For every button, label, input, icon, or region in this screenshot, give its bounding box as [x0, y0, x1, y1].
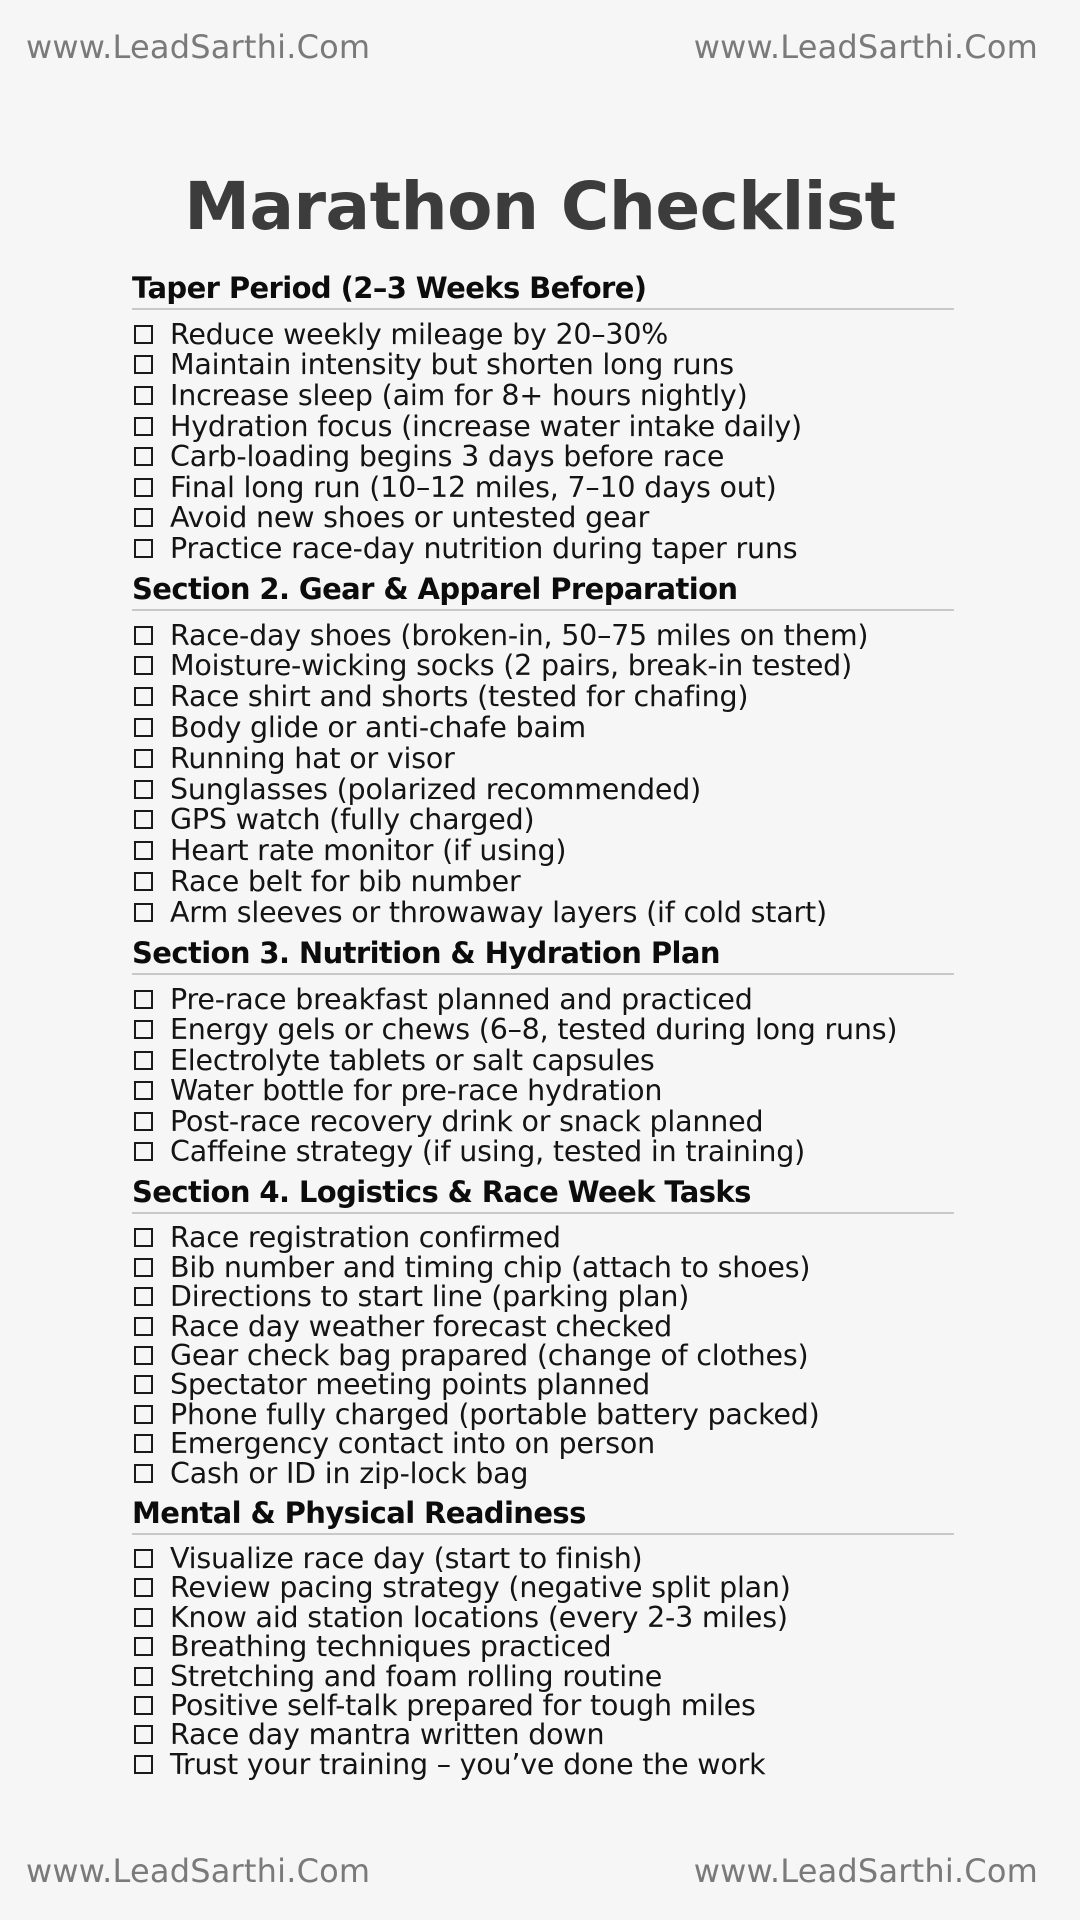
checklist-item — [132, 1106, 954, 1137]
empty-checkbox-icon[interactable] — [134, 1346, 153, 1365]
checklist-item — [132, 1544, 954, 1573]
empty-checkbox-icon[interactable] — [134, 687, 153, 706]
checklist-item — [132, 681, 954, 712]
checklist-item — [132, 835, 954, 866]
checklist-item — [132, 380, 954, 411]
empty-checkbox-icon[interactable] — [134, 478, 153, 497]
empty-checkbox-icon[interactable] — [134, 1405, 153, 1424]
empty-checkbox-icon[interactable] — [134, 417, 153, 436]
checklist-item-label: Arm sleeves or throwaway layers (if cold start) — [170, 895, 827, 929]
empty-checkbox-icon[interactable] — [134, 1228, 153, 1247]
section-heading: Section 2. Gear & Apparel Preparation — [132, 571, 954, 611]
checklist — [132, 319, 954, 564]
checklist-item-label: Carb-loading begins 3 days before race — [170, 440, 725, 474]
checklist-item — [132, 984, 954, 1015]
empty-checkbox-icon[interactable] — [134, 1020, 153, 1039]
empty-checkbox-icon[interactable] — [134, 1725, 153, 1744]
checklist-item — [132, 712, 954, 743]
empty-checkbox-icon[interactable] — [134, 1317, 153, 1336]
empty-checkbox-icon[interactable] — [134, 1755, 153, 1774]
checklist-item-label: Body glide or anti-chafe baim — [170, 711, 586, 745]
checklist-item-label: Gear check bag prapared (change of clothes) — [170, 1339, 809, 1373]
checklist-item-label: Increase sleep (aim for 8+ hours nightly) — [170, 378, 748, 412]
empty-checkbox-icon[interactable] — [134, 1637, 153, 1656]
empty-checkbox-icon[interactable] — [134, 872, 153, 891]
empty-checkbox-icon[interactable] — [134, 626, 153, 645]
empty-checkbox-icon[interactable] — [134, 1142, 153, 1161]
checklist-content — [132, 270, 954, 1786]
checklist-item — [132, 1250, 954, 1284]
empty-checkbox-icon[interactable] — [134, 1112, 153, 1131]
watermark-top-right: www.LeadSarthi.Com — [693, 28, 1038, 66]
empty-checkbox-icon[interactable] — [134, 903, 153, 922]
checklist-item — [132, 897, 954, 928]
page-title: Marathon Checklist — [184, 168, 896, 245]
empty-checkbox-icon[interactable] — [134, 1696, 153, 1715]
empty-checkbox-icon[interactable] — [134, 1549, 153, 1568]
checklist-item-label: Final long run (10–12 miles, 7–10 days out) — [170, 470, 777, 504]
checklist-item — [132, 319, 954, 350]
empty-checkbox-icon[interactable] — [134, 1051, 153, 1070]
empty-checkbox-icon[interactable] — [134, 810, 153, 829]
checklist-item — [132, 1630, 954, 1664]
empty-checkbox-icon[interactable] — [134, 1578, 153, 1597]
empty-checkbox-icon[interactable] — [134, 325, 153, 344]
checklist-item-label: Pre-race breakfast planned and practiced — [170, 982, 753, 1016]
checklist-item — [132, 743, 954, 774]
section-heading: Taper Period (2–3 Weeks Before) — [132, 270, 954, 310]
watermark-bottom-right: www.LeadSarthi.Com — [693, 1852, 1038, 1890]
empty-checkbox-icon[interactable] — [134, 1287, 153, 1306]
empty-checkbox-icon[interactable] — [134, 1258, 153, 1277]
checklist-item — [132, 1571, 954, 1605]
checklist-item-label: Cash or ID in zip-lock bag — [170, 1456, 529, 1490]
checklist-item-label: Stretching and foam rolling routine — [170, 1659, 663, 1693]
checklist-item — [132, 774, 954, 805]
checklist-item — [132, 1397, 954, 1431]
checklist-item — [132, 503, 954, 534]
checklist-item — [132, 472, 954, 503]
empty-checkbox-icon[interactable] — [134, 990, 153, 1009]
checklist-item-label: Heart rate monitor (if using) — [170, 834, 567, 868]
checklist-item — [132, 1045, 954, 1076]
checklist-item-label: Race day weather forecast checked — [170, 1309, 673, 1343]
checklist-item-label: Electrolyte tablets or salt capsules — [170, 1043, 655, 1077]
checklist-item-label: GPS watch (fully charged) — [170, 803, 535, 837]
checklist-item-label: Race registration confirmed — [170, 1221, 561, 1255]
checklist-item — [132, 805, 954, 836]
section-heading: Mental & Physical Readiness — [132, 1495, 954, 1535]
checklist-item — [132, 1280, 954, 1314]
checklist-item-label: Review pacing strategy (negative split plan) — [170, 1571, 791, 1605]
checklist-item — [132, 866, 954, 897]
empty-checkbox-icon[interactable] — [134, 508, 153, 527]
checklist-item — [132, 350, 954, 381]
checklist-item — [132, 651, 954, 682]
checklist — [132, 620, 954, 928]
checklist-item-label: Maintain intensity but shorten long runs — [170, 348, 734, 382]
checklist-item — [132, 1137, 954, 1168]
empty-checkbox-icon[interactable] — [134, 1667, 153, 1686]
checklist-item-label: Race day mantra written down — [170, 1718, 605, 1752]
checklist-item-label: Hydration focus (increase water intake daily) — [170, 409, 802, 443]
checklist-item — [132, 620, 954, 651]
checklist-item — [132, 1368, 954, 1402]
section-mental-physical-readiness — [132, 1495, 954, 1779]
checklist-item — [132, 411, 954, 442]
checklist — [132, 1544, 954, 1779]
checklist-item — [132, 1076, 954, 1107]
checklist-item-label: Positive self-talk prepared for tough miles — [170, 1688, 756, 1722]
empty-checkbox-icon[interactable] — [134, 447, 153, 466]
empty-checkbox-icon[interactable] — [134, 780, 153, 799]
section-gear-apparel — [132, 571, 954, 928]
checklist — [132, 1223, 954, 1488]
empty-checkbox-icon[interactable] — [134, 841, 153, 860]
checklist-item-label: Avoid new shoes or untested gear — [170, 501, 650, 535]
checklist-item-label: Race shirt and shorts (tested for chafing) — [170, 680, 749, 714]
empty-checkbox-icon[interactable] — [134, 1081, 153, 1100]
empty-checkbox-icon[interactable] — [134, 386, 153, 405]
checklist-item-label: Breathing techniques practiced — [170, 1630, 612, 1664]
empty-checkbox-icon[interactable] — [134, 1375, 153, 1394]
checklist-item-label: Moisture-wicking socks (2 pairs, break-in tested) — [170, 649, 852, 683]
checklist-item-label: Practice race-day nutrition during taper runs — [170, 531, 798, 565]
checklist-item-label: Water bottle for pre-race hydration — [170, 1074, 663, 1108]
section-taper-period — [132, 270, 954, 564]
checklist-item — [132, 1747, 954, 1781]
checklist-item-label: Phone fully charged (portable battery packed) — [170, 1397, 820, 1431]
checklist-item-label: Running hat or visor — [170, 741, 455, 775]
checklist-item — [132, 1688, 954, 1722]
checklist-item-label: Emergency contact into on person — [170, 1427, 656, 1461]
checklist-item-label: Spectator meeting points planned — [170, 1368, 650, 1402]
checklist-item — [132, 533, 954, 564]
empty-checkbox-icon[interactable] — [134, 355, 153, 374]
checklist-item-label: Directions to start line (parking plan) — [170, 1280, 690, 1314]
checklist-item-label: Caffeine strategy (if using, tested in training) — [170, 1135, 806, 1169]
empty-checkbox-icon[interactable] — [134, 1464, 153, 1483]
section-heading: Section 3. Nutrition & Hydration Plan — [132, 935, 954, 975]
checklist-item-label: Post-race recovery drink or snack planned — [170, 1104, 764, 1138]
checklist-item — [132, 1309, 954, 1343]
checklist-item-label: Sunglasses (polarized recommended) — [170, 772, 702, 806]
empty-checkbox-icon[interactable] — [134, 749, 153, 768]
empty-checkbox-icon[interactable] — [134, 718, 153, 737]
checklist-item-label: Race-day shoes (broken-in, 50–75 miles on them) — [170, 618, 869, 652]
checklist-item-label: Reduce weekly mileage by 20–30% — [170, 317, 669, 351]
checklist-item-label: Know aid station locations (every 2-3 miles) — [170, 1600, 788, 1634]
checklist — [132, 984, 954, 1168]
checklist-item — [132, 1456, 954, 1490]
section-heading: Section 4. Logistics & Race Week Tasks — [132, 1174, 954, 1214]
watermark-top-left: www.LeadSarthi.Com — [26, 28, 371, 66]
empty-checkbox-icon[interactable] — [134, 539, 153, 558]
checklist-item — [132, 441, 954, 472]
checklist-item — [132, 1718, 954, 1752]
checklist-item-label: Visualize race day (start to finish) — [170, 1542, 643, 1575]
empty-checkbox-icon[interactable] — [134, 656, 153, 675]
checklist-item — [132, 1600, 954, 1634]
checklist-item-label: Trust your training – you’ve done the work — [170, 1747, 766, 1781]
empty-checkbox-icon[interactable] — [134, 1434, 153, 1453]
checklist-item — [132, 1014, 954, 1045]
watermark-bottom-left: www.LeadSarthi.Com — [26, 1852, 371, 1890]
empty-checkbox-icon[interactable] — [134, 1608, 153, 1627]
checklist-item — [132, 1659, 954, 1693]
checklist-item-label: Bib number and timing chip (attach to shoes) — [170, 1250, 811, 1284]
checklist-item — [132, 1427, 954, 1461]
checklist-item — [132, 1339, 954, 1373]
checklist-item-label: Race belt for bib number — [170, 865, 521, 899]
section-nutrition-hydration — [132, 935, 954, 1168]
checklist-item-label: Energy gels or chews (6–8, tested during long runs) — [170, 1013, 898, 1047]
section-logistics-race-week — [132, 1174, 954, 1488]
checklist-item — [132, 1221, 954, 1255]
